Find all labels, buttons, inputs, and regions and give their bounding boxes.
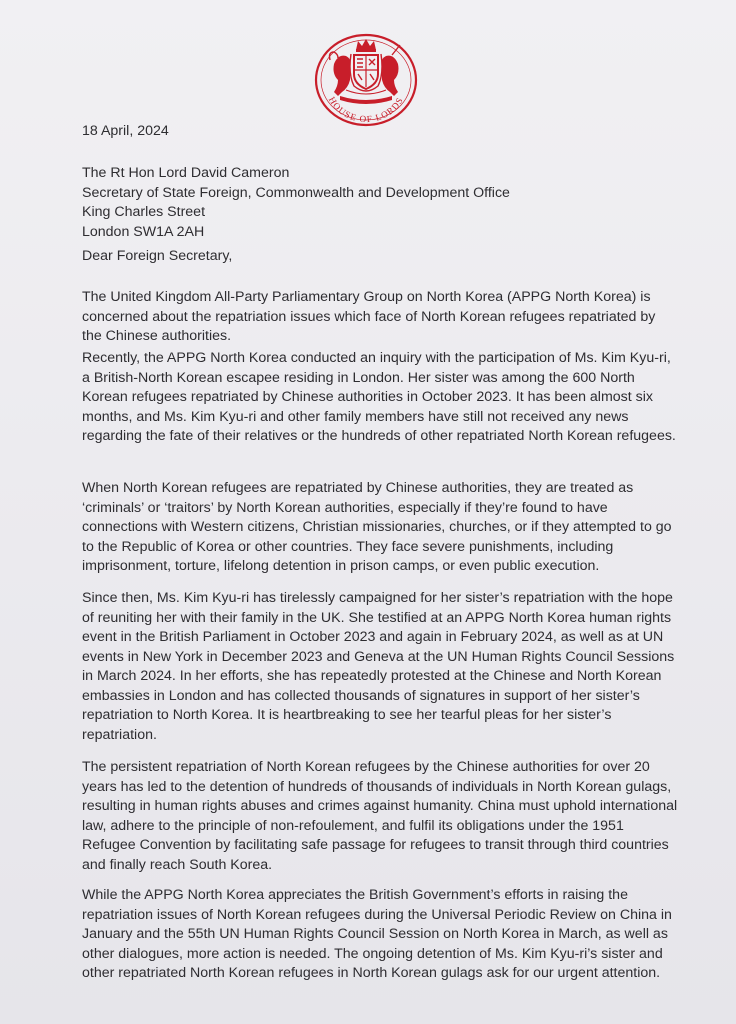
- recipient-title: Secretary of State Foreign, Commonwealth and Development Office: [82, 184, 510, 201]
- recipient-street: King Charles Street: [82, 204, 206, 220]
- paragraph-treatment: When North Korean refugees are repatriated by Chinese authorities, they are treated as ‘criminals’ or ‘traitors’ by North Korean authorities, especially if they’re found to have connections with Western citizens, Christian missionaries, churches, or if they attempted to go to the Republic of Korea or other countries. They face severe punishments, including imprisonment, torture, lifelong detention in prison camps, or even public execution.: [82, 480, 672, 574]
- royal-crest-icon: [330, 39, 401, 104]
- paragraph-persistent-repatriation: The persistent repatriation of North Korean refugees by the Chinese authorities for over 20 years has led to the detention of hundreds of thousands of individuals in North Korean gulags, resulting in human rights abuses and crimes against humanity. China must uphold international law, adhere to the principle of non-refoulement, and fulfil its obligations under the 1951 Refugee Convention by facilitating safe passage for refugees to transit through third countries and finally reach South Korea.: [82, 759, 678, 873]
- recipient-address: [82, 164, 510, 242]
- paragraph-inquiry: Recently, the APPG North Korea conducted an inquiry with the participation of Ms. Kim Kyu-ri, a British-North Korean escapee residing in London. Her sister was among the 600 North Korean refugees repatriated by Chinese authorities in October 2023. It has been almost six months, and Ms. Kim Kyu-ri and other family members have still not received any news regarding the fate of their relatives or the hundreds of other repatriated North Korean refugees.: [82, 350, 676, 444]
- paragraph-appreciation: While the APPG North Korea appreciates the British Government’s efforts in raising the repatriation issues of North Korean refugees during the Universal Periodic Review on China in January and the 55th UN Human Rights Council Session on North Korea in March, as well as other dialogues, more action is needed. The ongoing detention of Ms. Kim Kyu-ri’s sister and other repatriated North Korean refugees in North Korean gulags ask for our urgent attention.: [82, 887, 672, 981]
- recipient-name: The Rt Hon Lord David Cameron: [82, 165, 290, 181]
- seal-text: [327, 95, 405, 124]
- salutation: Dear Foreign Secretary,: [82, 248, 233, 264]
- recipient-city-postcode: London SW1A 2AH: [82, 223, 205, 240]
- house-of-lords-seal: [308, 30, 424, 134]
- letter-date: 18 April, 2024: [82, 123, 169, 139]
- paragraph-concern: The United Kingdom All-Party Parliamentary Group on North Korea (APPG North Korea) is concerned about the repatriation issues which face of North Korean refugees repatriated by the Chinese authorities.: [82, 289, 656, 344]
- paragraph-campaign: Since then, Ms. Kim Kyu-ri has tirelessly campaigned for her sister’s repatriation with the hope of reuniting her with their family in the UK. She testified at an APPG North Korea human rights event in the British Parliament in October 2023 and again in February 2024, as well as at UN events in New York in December 2023 and Geneva at the UN Human Rights Council Sessions in March 2024. In her efforts, she has repeatedly protested at the Chinese and North Korean embassies in London and has collected thousands of signatures in support of her sister’s repatriation to North Korea. It is heartbreaking to see her tearful pleas for her sister’s repatriation.: [82, 590, 675, 743]
- seal-text-path: HOUSE OF LORDS: [326, 95, 406, 125]
